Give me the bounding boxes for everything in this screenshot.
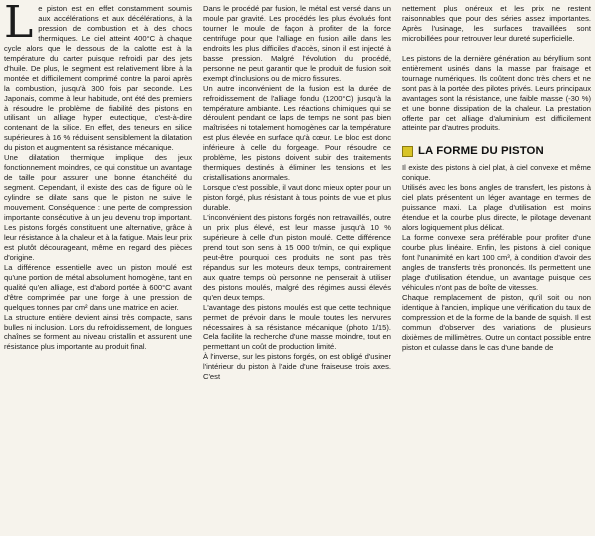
paragraph: Une dilatation thermique implique des jeux fonctionnement moindres, ce qui constitue un avantage de taille pour assurer une bonne étanchéité du segment. Cependant, il existe des cas de figure où le cylindre se dilate sans que le piston ne suive le mouvement. Conséquence : une perte de compression importante consécutive à un jeu devenu trop important. Les pistons forgés constituent une alternative, grâce à leur résistance à la chaleur et à la fatigue. Mais leur prix est plutôt décourageant, même en regard des pièces d'origine. xyxy=(4,153,192,262)
paragraph: La différence essentielle avec un piston moulé est qu'une portion de métal absolument homogène, tant en qualité qu'en alliage, est d'abord portée à 600°C avant d'être comprimée par une forge à une pression de quelques tonnes par cm² dans une matrice en acier. xyxy=(4,262,192,312)
paragraph: La structure entière devient ainsi très compacte, sans bulles ni inclusion. Lors du refroidissement, de longues chaînes se forment au niveau cristallin et assurent une résistance plus importante au produit final. xyxy=(4,312,192,352)
drop-cap: L xyxy=(4,4,34,48)
paragraph: À l'inverse, sur les pistons forgés, on est obligé d'usiner l'intérieur du piston à l'aide d'une fraiseuse trois axes. C'est xyxy=(203,352,391,382)
paragraph: nettement plus onéreux et les prix ne restent raisonnables que pour des séries assez importantes. Après l'usinage, les surfaces travaillées sont microbillées pour retrouver leur dureté superficielle. xyxy=(402,4,591,43)
square-bullet-icon xyxy=(402,146,413,157)
column-2 xyxy=(203,4,391,534)
column-1 xyxy=(4,4,192,534)
section-heading xyxy=(402,145,591,157)
paragraph: Lorsque c'est possible, il vaut donc mieux opter pour un piston forgé, plus résistant à tous points de vue et plus durable. xyxy=(203,183,391,213)
spacer xyxy=(402,44,591,54)
paragraph: Un autre inconvénient de la fusion est la durée de refroidissement de l'alliage fondu (1200°C) jusqu'à la température ambiante. Les réactions chimiques qui se déroulent pendant ce laps de temps ne sont pas bien maîtrisées ni totalement homogènes car la température est plus élevée en surface qu'à cœur. Le bloc est donc inférieure à celle du forgeage. Pour résoudre ce problème, les pistons doivent subir des traitements thermiques destinés à éliminer les tensions et les cristallisations anormales. xyxy=(203,83,391,183)
paragraph: Les pistons de la dernière génération au béryllium sont entièrement usinés dans la masse par fraisage et tournage numériques. Ils coûtent donc très chers et ne sont pas à la portée des pilotes privés. Leurs principaux avantages sont la résistance, une faible masse (-30 %) et une bonne dissipation de la chaleur. La prestation offerte par cet alliage d'aluminium est difficilement atteinte par d'autres produits. xyxy=(402,53,591,133)
paragraph xyxy=(4,4,192,153)
paragraph: Chaque remplacement de piston, qu'il soit ou non identique à l'ancien, implique une vérification du taux de compression et de la forme de la bande de squish. Il est commun d'observer des variations de plusieurs dixièmes de millimètres. Outre un contact possible entre piston et culasse dans le cas d'une bande de xyxy=(402,292,591,352)
paragraph: L'inconvénient des pistons forgés non retravaillés, outre un prix plus élevé, est leur masse jusqu'à 10 % supérieure à celle d'un piston moulé. Cette différence prend tout son sens à 15 000 tr/min, ce qui explique peut-être pourquoi ces produits ne sont pas très répandus sur les moteurs deux temps, contrairement aux quatre temps où personne ne penserait à utiliser des pistons moulés, malgré des régimes aussi élevés qu'en deux temps. xyxy=(203,213,391,302)
paragraph: Il existe des pistons à ciel plat, à ciel convexe et même conique. xyxy=(402,163,591,183)
paragraph-text: e piston est en effet constamment soumis aux accélérations et aux décélérations, à la pression de combustion et à des chocs thermiques. Le ciel atteint 400°C à chaque cycle alors que le dessous de la calotte est à la température du carter puisque refroidi par des jets d'huile. De plus, le segment est relativement libre à la montée et difficilement comprimé contre la paroi après la combustion, jusqu'à 300 fois par seconde. Les Japonais, comme à leur habitude, ont été des premiers à résoudre le problème de fiabilité des pistons en utilisant un alliage hyper eutectique, c'est-à-dire contenant de la silice. En effet, des teneurs en silice supérieures à 16 % réduisent sensiblement la dilatation du piston et augmentent sa résistance mécanique. xyxy=(4,4,192,153)
heading-text: LA FORME DU PISTON xyxy=(418,145,544,158)
paragraph: La forme convexe sera préférable pour profiter d'une courbe plus linéaire. Enfin, les pistons à ciel conique font l'unanimité en kart 100 cm³, à condition d'avoir des angles de transferts très prononcés. Ils permettent une plage d'utilisation étendue, un avantage puisque ces véhicules n'ont pas de boîte de vitesses. xyxy=(402,233,591,292)
column-3 xyxy=(402,4,591,534)
paragraph: L'avantage des pistons moulés est que cette technique permet de prévoir dans le moule toutes les nervures nécessaires à sa résistance mécanique (photo 1/15). Cela facilite la recherche d'une masse moindre, tout en permettant un coût de production limité. xyxy=(203,302,391,352)
paragraph: Dans le procédé par fusion, le métal est versé dans un moule par gravité. Les procédés les plus évolués font tourner le moule de façon à profiter de la force centrifuge pour que l'alliage en fusion aille dans les endroits les plus difficiles d'accès, sinon il est injecté à basse pression. Malgré l'évolution du procédé, personne ne peut garantir que le produit de fusion soit exempt d'inclusions ou de micro fissures. xyxy=(203,4,391,83)
paragraph: Utilisés avec les bons angles de transfert, les pistons à ciel plats présentent un léger avantage en termes de puissance maxi. La plage d'utilisation est moins étendue et la courbe plus directe, le pilotage devenant alors logiquement plus délicat. xyxy=(402,183,591,233)
